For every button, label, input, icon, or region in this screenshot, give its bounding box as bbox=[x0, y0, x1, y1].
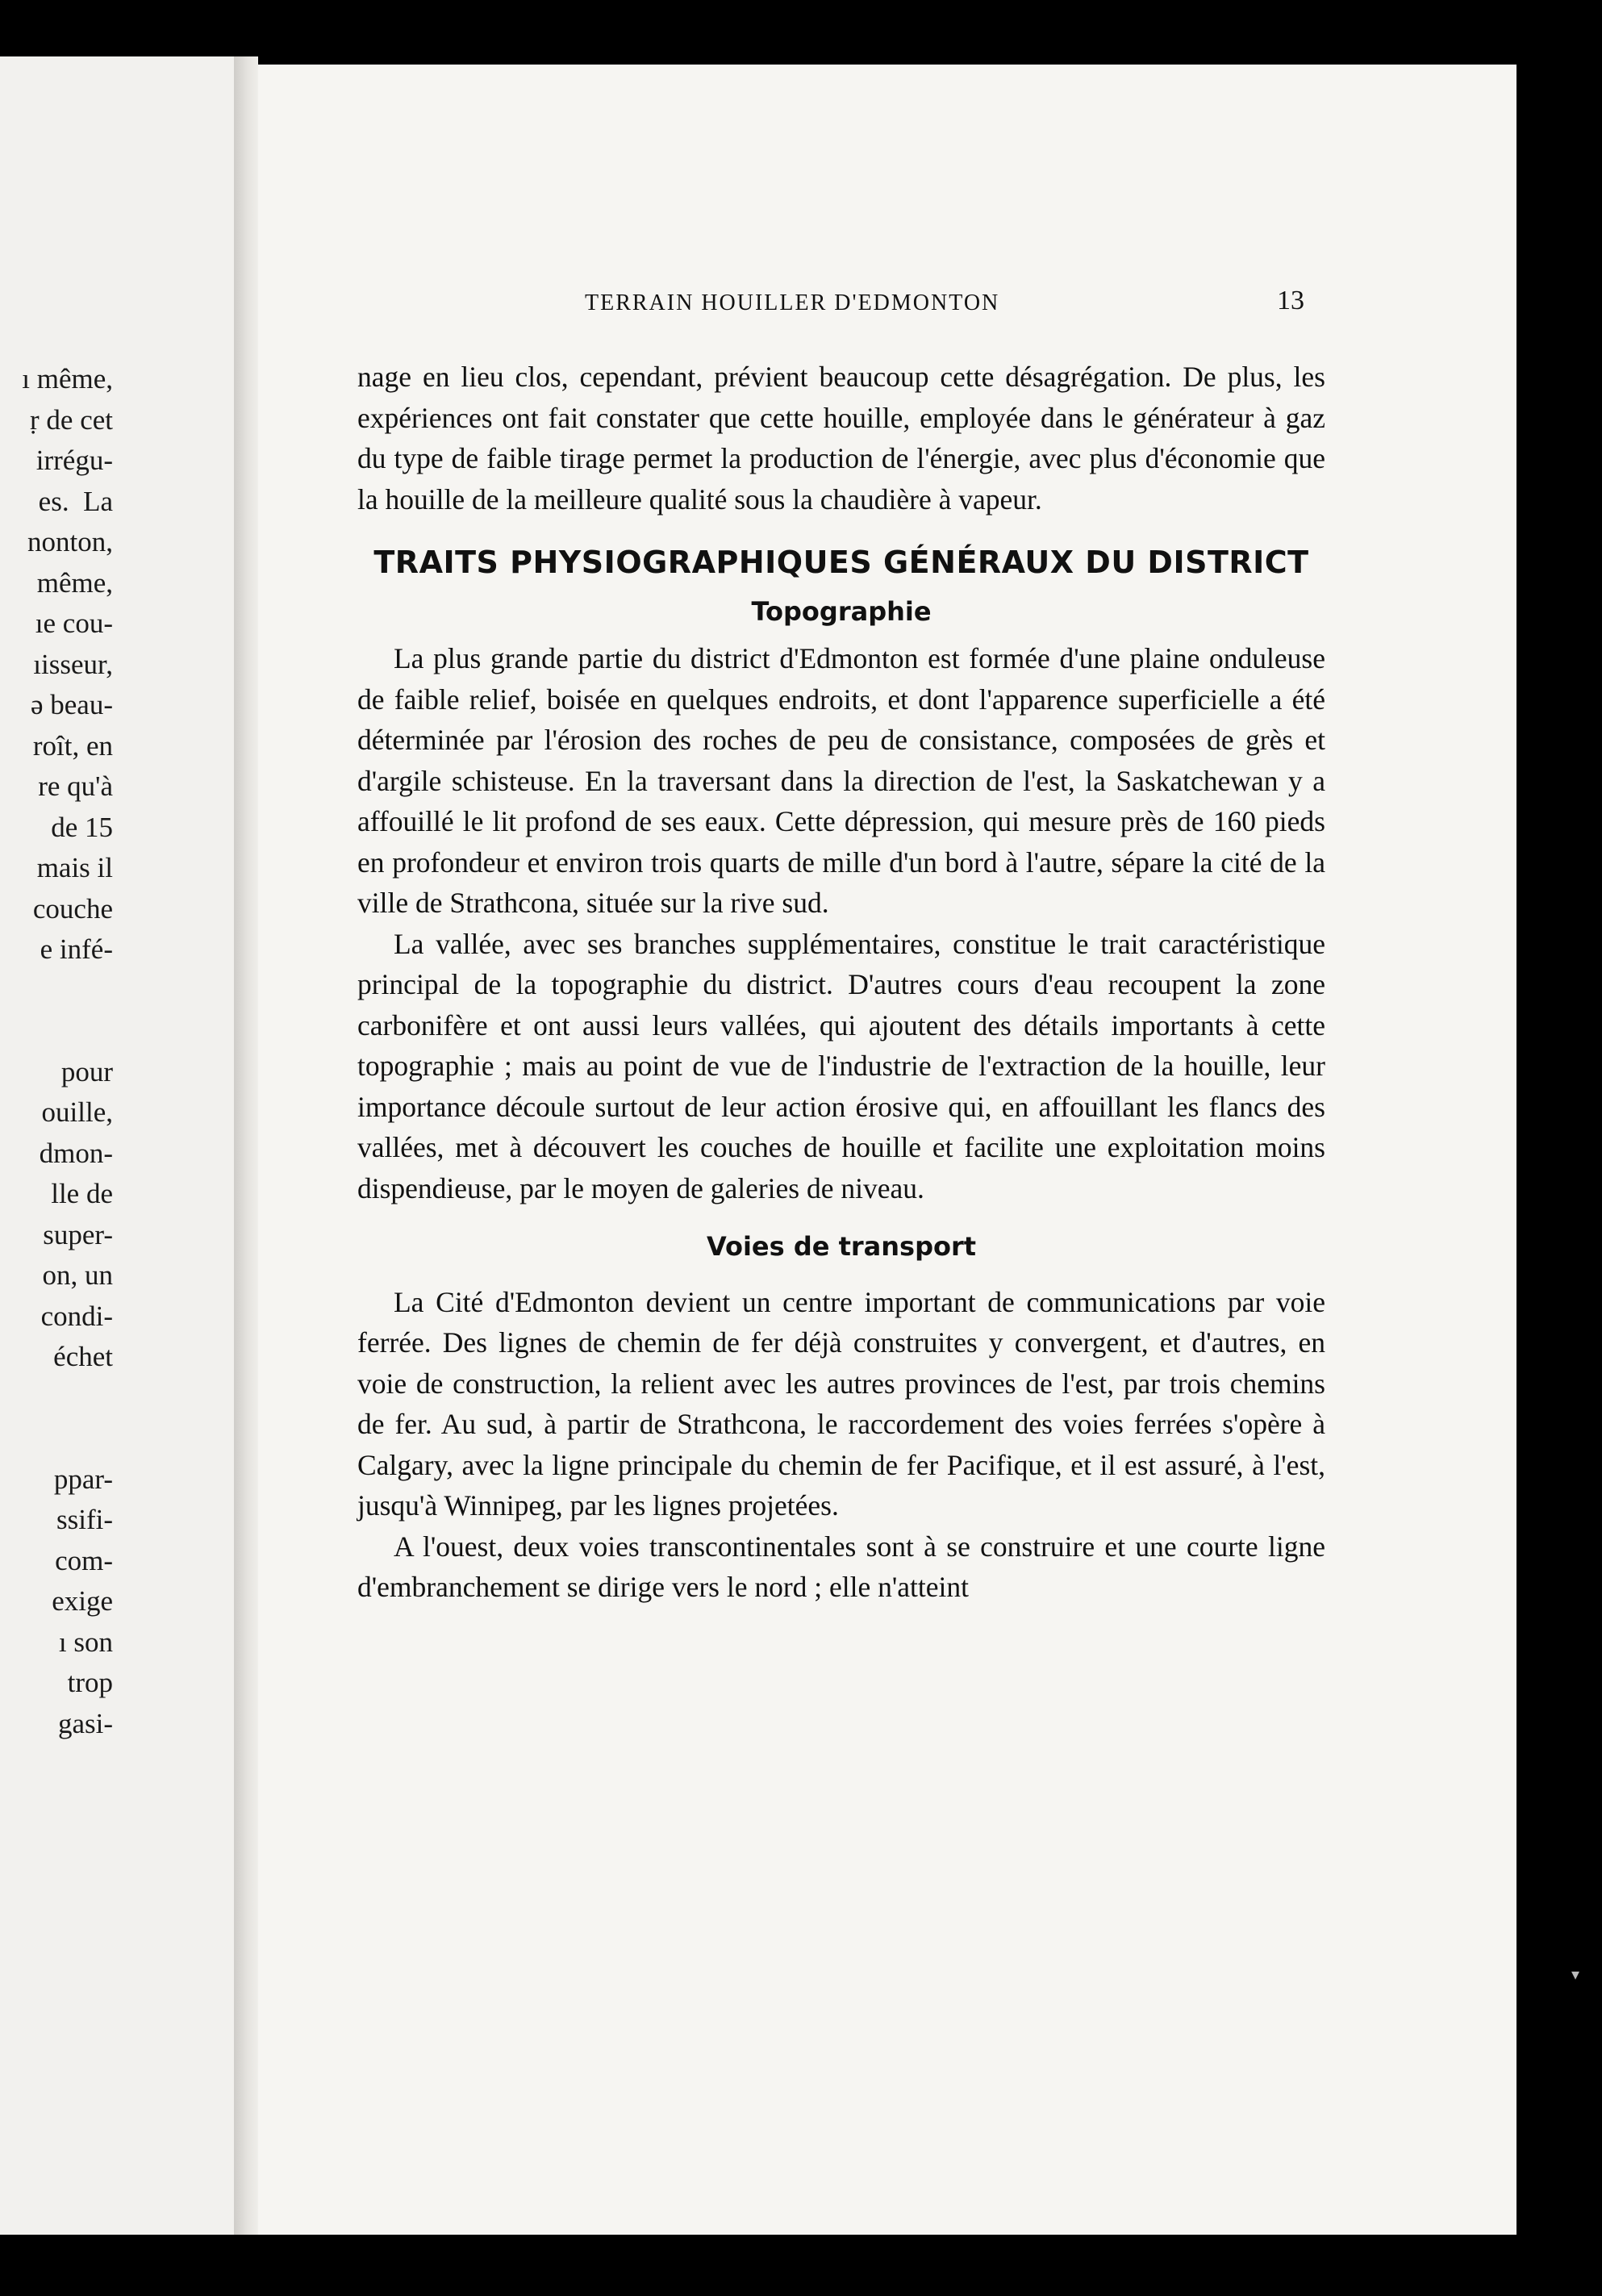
left-fragment-line bbox=[0, 1378, 113, 1419]
subsection-title-topographie: Topographie bbox=[751, 595, 932, 627]
left-fragment-line: ppar- bbox=[53, 1463, 113, 1495]
paragraph: La Cité d'Edmonton devient un centre important de communications par voie ferrée. Des lignes de chemin de fer déjà construites y convergent, et d'autres, en voie de construction, la relient avec les autres provinces de l'est, par trois chemins de fer. Au sud, à partir de Strathcona, le raccordement des voies ferrées s'opère à Calgary, avec la ligne principale du chemin de fer Pacifique, et il est assuré, à l'est, jusqu'à Winnipeg, par les lignes projetées. bbox=[357, 1285, 1325, 1522]
left-fragment-line: couche bbox=[32, 892, 113, 925]
left-page bbox=[0, 56, 234, 2235]
left-fragment-line: ı son bbox=[58, 1626, 113, 1658]
left-fragment-line: ıisseur, bbox=[33, 648, 113, 680]
left-fragment-line: mais il bbox=[36, 852, 113, 883]
page-body bbox=[357, 357, 1325, 1608]
left-fragment-line: re qu'à bbox=[38, 770, 113, 802]
paragraph: La vallée, avec ses branches supplémentaires, constitue le trait caractéristique principal de la topographie du district. D'autres cours d'eau recoupent la zone carbonifère et ont aussi leurs vallées, qui ajoutent des détails importants à cette topographie ; mais au point de vue de l'industrie de l'extraction de la houille, leur importance découle surtout de leur action érosive qui, en affouillant les flancs des vallées, met à découvert les couches de houille et facilite une exploitation moins dispendieuse, par le moyen de galeries de niveau. bbox=[357, 927, 1325, 1204]
opening-paragraph: nage en lieu clos, cependant, prévient beaucoup cette désagrégation. De plus, les expériences ont fait constater que cette houille, employée dans le générateur à gaz du type de faible tirage permet la production de l'énergie, avec plus d'économie que la houille de la meilleure qualité sous la chaudière à vapeur. bbox=[357, 361, 1325, 516]
paragraph: La plus grande partie du district d'Edmonton est formée d'une plaine onduleuse de faible relief, boisée en quelques endroits, et dont l'apparence superficielle a été déterminée par l'érosion des roches de peu de consistance, composées de grès et d'argile schisteuse. En la traversant dans la direction de l'est, la Saskatchewan y a affouillé le lit profond de ses eaux. Cette dépression, qui mesure près de 160 pieds en profondeur et environ trois quarts de mille d'un bord à l'autre, sépare la cité de la ville de Strathcona, située sur la rive sud. bbox=[357, 642, 1325, 919]
subsection-title-voies: Voies de transport bbox=[706, 1231, 977, 1262]
left-fragment-line bbox=[0, 971, 113, 1012]
left-fragment-line: es. La bbox=[38, 485, 113, 517]
scan-artifact-mark: ▾ bbox=[1571, 1966, 1580, 1984]
left-page-text-fragments bbox=[0, 359, 113, 1744]
left-fragment-line: échet bbox=[53, 1341, 113, 1372]
left-fragment-line: même, bbox=[36, 566, 113, 599]
left-fragment-line: exige bbox=[52, 1585, 113, 1617]
book-gutter bbox=[234, 56, 258, 2235]
left-fragment-line: de 15 bbox=[51, 811, 113, 843]
running-header: TERRAIN HOUILLER D'EDMONTON bbox=[585, 290, 1000, 315]
left-fragment-line: ı même, bbox=[22, 363, 113, 394]
left-fragment-line: dmon- bbox=[39, 1137, 113, 1169]
paragraph: A l'ouest, deux voies transcontinentales sont à se construire et une courte ligne d'embranchement se dirige vers le nord ; elle n'atteint bbox=[357, 1530, 1325, 1603]
section-title: TRAITS PHYSIOGRAPHIQUES GÉNÉRAUX DU DISTRICT bbox=[373, 545, 1309, 580]
left-fragment-line: condi- bbox=[40, 1300, 113, 1332]
left-fragment-line: ṛ de cet bbox=[30, 403, 113, 436]
left-fragment-line: ouille, bbox=[41, 1096, 113, 1128]
left-fragment-line: ıe cou- bbox=[35, 607, 113, 639]
left-fragment-line: gasi- bbox=[57, 1707, 113, 1739]
left-fragment-line: nonton, bbox=[27, 526, 113, 557]
left-fragment-line: trop bbox=[67, 1667, 113, 1698]
left-fragment-line: roît, en bbox=[32, 729, 113, 762]
left-fragment-line: on, un bbox=[42, 1259, 113, 1291]
left-fragment-line: com- bbox=[55, 1544, 113, 1576]
page-number: 13 bbox=[1277, 286, 1304, 315]
left-fragment-line: irrégu- bbox=[35, 445, 113, 476]
left-fragment-line bbox=[0, 1011, 113, 1052]
left-fragment-line: ssifi- bbox=[56, 1504, 113, 1535]
left-fragment-line: lle de bbox=[51, 1178, 113, 1209]
left-fragment-line: pour bbox=[60, 1055, 113, 1087]
left-fragment-line: super- bbox=[43, 1218, 113, 1250]
left-fragment-line: ə beau- bbox=[30, 689, 113, 720]
left-fragment-line: e infé- bbox=[40, 933, 113, 965]
left-fragment-line bbox=[0, 1418, 113, 1459]
